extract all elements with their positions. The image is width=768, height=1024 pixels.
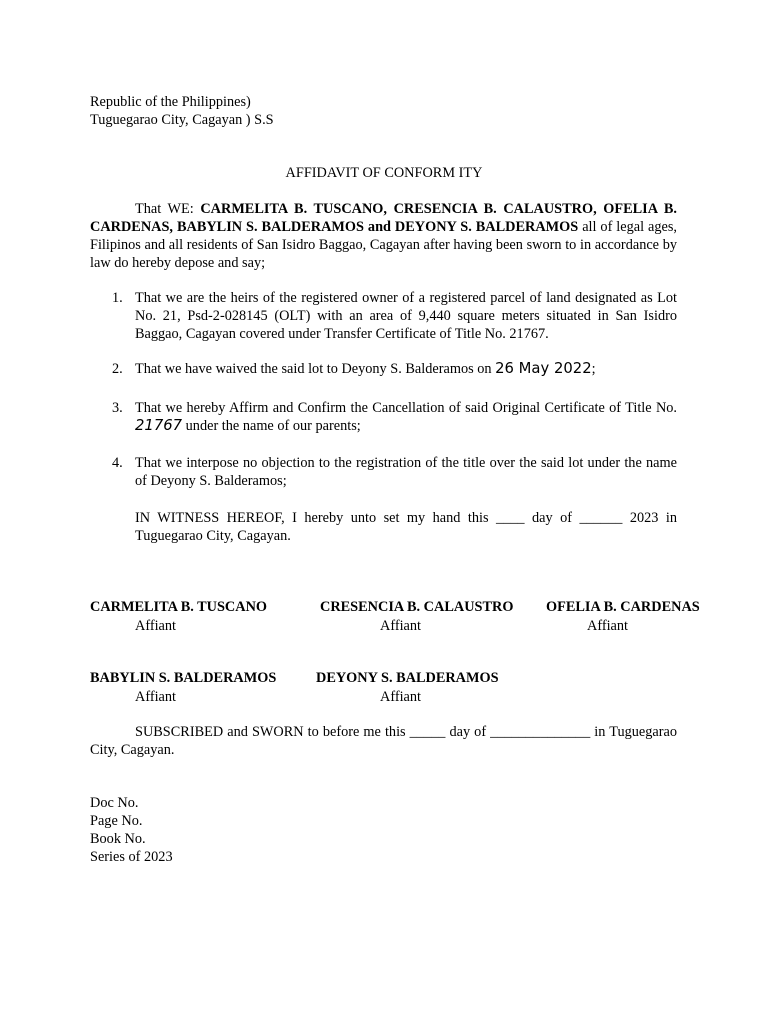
item-text-post: under the name of our parents;: [182, 418, 361, 434]
list-item: [90, 289, 677, 343]
signatory-name: CARMELITA B. TUSCANO: [90, 599, 268, 615]
document-title: AFFIDAVIT OF CONFORM ITY: [285, 165, 483, 181]
waiver-date: 26 May 2022: [495, 360, 592, 377]
signatory-name: CRESENCIA B. CALAUSTRO: [320, 599, 514, 615]
signatory-name: BABYLIN S. BALDERAMOS: [90, 670, 277, 686]
signatory-role: Affiant: [380, 689, 422, 705]
series-label: Series of 2023: [90, 849, 173, 865]
item-text-pre: That we hereby Affirm and Confirm the Cancellation of said Original Certificate of Title No.: [135, 400, 677, 416]
item-number: 2.: [112, 361, 123, 377]
jurat-paragraph: SUBSCRIBED and SWORN to before me this _____ day of ______________ in Tuguegarao City, Cagayan.: [90, 724, 677, 758]
item-text: [135, 399, 677, 435]
notarial-register: [90, 794, 173, 866]
item-text: That we are the heirs of the registered owner of a registered parcel of land designated as Lot No. 21, Psd-2-028145 (OLT) with an area of 9,440 square meters situated in San Isidro Baggao, Cagayan covered under Transfer Certificate of Title No. 21767.: [135, 290, 677, 342]
page-number-label: Page No.: [90, 813, 143, 829]
intro-lead: That WE:: [135, 201, 201, 217]
venue-line-country: Republic of the Philippines): [90, 94, 251, 110]
intro-paragraph: [90, 200, 677, 272]
intro-rest: all of legal ages, Filipinos and all residents of San Isidro Baggao, Cagayan after having been sworn to in accordance by law do hereby depose and say;: [90, 219, 677, 271]
signatory-name: DEYONY S. BALDERAMOS: [316, 670, 499, 686]
item-number: 3.: [112, 400, 123, 416]
venue-line-city: Tuguegarao City, Cagayan ) S.S: [90, 112, 274, 128]
witness-paragraph: IN WITNESS HEREOF, I hereby unto set my hand this ____ day of ______ 2023 in Tuguegarao City, Cagayan.: [135, 510, 677, 544]
title-number: 21767: [135, 417, 183, 434]
intro-affiant-names: CARMELITA B. TUSCANO, CRESENCIA B. CALAUSTRO, OFELIA B. CARDENAS, BABYLIN S. BALDERAMOS and DEYONY S. BALDERAMOS: [90, 201, 677, 235]
item-number: 1.: [112, 290, 123, 306]
list-item: [90, 454, 677, 490]
venue-header: [90, 93, 274, 129]
signatory-role: Affiant: [135, 689, 177, 705]
signatory-role: Affiant: [587, 618, 629, 634]
item-number: 4.: [112, 455, 123, 471]
item-text: [135, 360, 677, 378]
item-text-post: ;: [591, 361, 596, 377]
item-text: That we interpose no objection to the registration of the title over the said lot under the name of Deyony S. Balderamos;: [135, 455, 677, 489]
list-item: [90, 399, 677, 435]
signatory-name: OFELIA B. CARDENAS: [546, 599, 700, 615]
signatory-role: Affiant: [135, 618, 177, 634]
book-number-label: Book No.: [90, 831, 146, 847]
signatory-role: Affiant: [380, 618, 422, 634]
list-item: [90, 360, 677, 378]
item-text-pre: That we have waived the said lot to Deyony S. Balderamos on: [135, 361, 496, 377]
doc-number-label: Doc No.: [90, 795, 139, 811]
